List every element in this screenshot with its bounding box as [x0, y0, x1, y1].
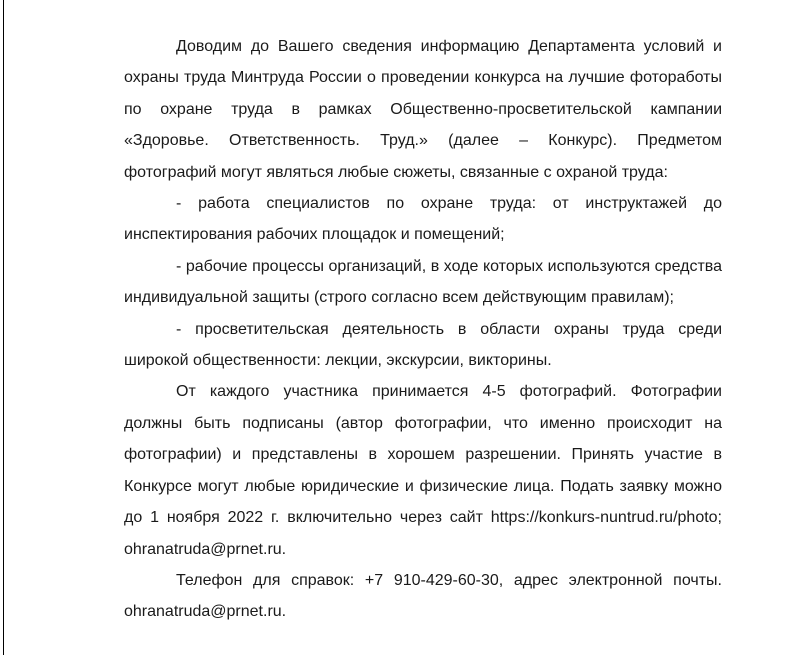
scan-edge-line: [3, 0, 4, 655]
paragraph-contacts: Телефон для справок: +7 910-429-60-30, адрес электронной почты. ohranatruda@prnet.ru.: [124, 571, 722, 621]
paragraph-item-specialists: - работа специалистов по охране труда: от инструктажей до инспектирования рабочих площадок и помещений;: [124, 195, 722, 244]
paragraph-intro: Доводим до Вашего сведения информацию Департамента условий и охраны труда Минтруда России о проведении конкурса на лучшие фотоработы по охране труда в рамках Общественно-просветительской кампании «Здоровье. Ответственность. Труд.» (далее – Конкурс). Предметом фотографий могут являться любые сюжеты, связанные с охраной труда:: [124, 38, 722, 181]
paragraph-item-processes: - рабочие процессы организаций, в ходе которых используются средства индивидуальной защиты (строго согласно всем действующим правилам);: [124, 257, 722, 307]
paragraph-requirements: От каждого участника принимается 4-5 фотографий. Фотографии должны быть подписаны (автор фотографии, что именно происходит на фотографии) и представлены в хорошем разрешении. Принять участие в Конкурсе могут любые юридические и физические лица. Подать заявку можно до 1 ноября 2022 г. включительно через сайт https://konkurs-nuntrud.ru/photo; ohranatruda@prnet.ru.: [124, 383, 722, 558]
letter-body: [124, 31, 722, 628]
paragraph-item-education: - просветительская деятельность в области охраны труда среди широкой общественности: лекции, экскурсии, викторины.: [124, 320, 722, 370]
